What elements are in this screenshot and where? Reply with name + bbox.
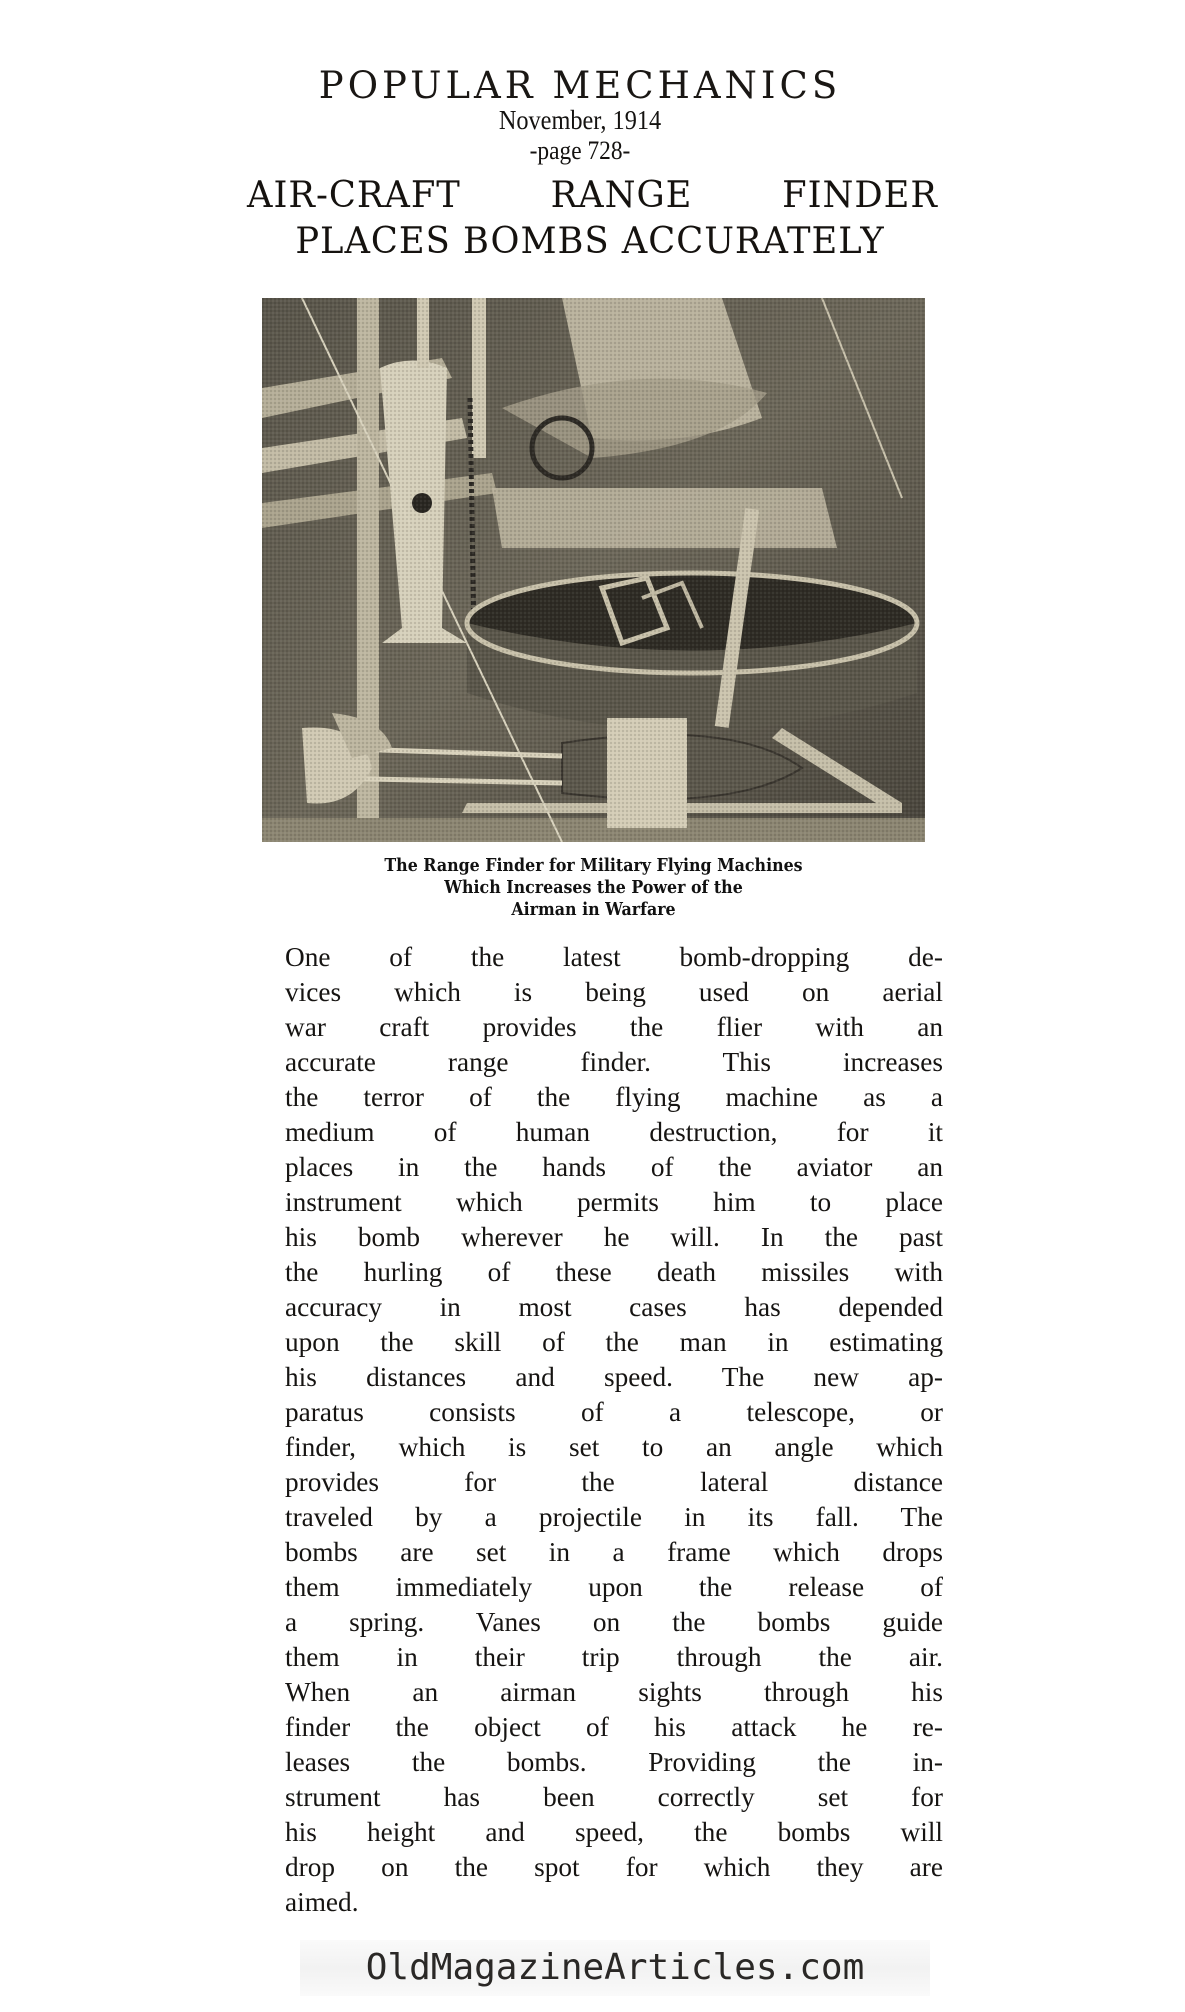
range-finder-photo [262, 298, 925, 842]
headline-word: FINDER [782, 175, 938, 216]
article-line: leases the bombs. Providing the in- [285, 1747, 943, 1777]
article-line: provides for the lateral distance [285, 1467, 943, 1497]
article-line: war craft provides the flier with an [285, 1012, 943, 1042]
headline-word: RANGE [550, 175, 693, 216]
article-body [285, 940, 943, 1920]
halftone-texture [262, 298, 925, 842]
article-line: them in their trip through the air. [285, 1642, 943, 1672]
article-line: the hurling of these death missiles with [285, 1257, 943, 1287]
article-line: his bomb wherever he will. In the past [285, 1222, 943, 1252]
article-line: a spring. Vanes on the bombs guide [285, 1607, 943, 1637]
site-watermark: OldMagazineArticles.com [300, 1940, 930, 1996]
article-line: places in the hands of the aviator an [285, 1152, 943, 1182]
article-line: drop on the spot for which they are [285, 1852, 943, 1882]
issue-date: November, 1914 [498, 105, 662, 135]
photo-illustration [262, 298, 925, 842]
article-line: finder the object of his attack he re- [285, 1712, 943, 1742]
headline-word: AIR-CRAFT [247, 175, 461, 216]
article-line: aimed. [285, 1887, 359, 1917]
headline-line-1 [247, 174, 938, 218]
article-line: instrument which permits him to place [285, 1187, 943, 1217]
article-line: accuracy in most cases has depended [285, 1292, 943, 1322]
caption-line: Airman in Warfare [511, 899, 676, 920]
headline-line-2: PLACES BOMBS ACCURATELY [295, 221, 885, 262]
article-line: upon the skill of the man in estimating [285, 1327, 943, 1357]
article-line: finder, which is set to an angle which [285, 1432, 943, 1462]
article-line: his height and speed, the bombs will [285, 1817, 943, 1847]
article-line: them immediately upon the release of [285, 1572, 943, 1602]
article-line: traveled by a projectile in its fall. The [285, 1502, 943, 1532]
article-line: his distances and speed. The new ap- [285, 1362, 943, 1392]
article-line: accurate range finder. This increases [285, 1047, 943, 1077]
article-line: When an airman sights through his [285, 1677, 943, 1707]
article-line: bombs are set in a frame which drops [285, 1537, 943, 1567]
page-reference: -page 728- [529, 136, 631, 165]
article-line: the terror of the flying machine as a [285, 1082, 943, 1112]
article-line: One of the latest bomb-dropping de- [285, 942, 943, 972]
publication-masthead: POPULAR MECHANICS [318, 64, 842, 107]
caption-line: Which Increases the Power of the [444, 877, 743, 898]
caption-line: The Range Finder for Military Flying Machines [384, 855, 803, 876]
article-line: strument has been correctly set for [285, 1782, 943, 1812]
article-line: vices which is being used on aerial [285, 977, 943, 1007]
article-line: medium of human destruction, for it [285, 1117, 943, 1147]
article-line: paratus consists of a telescope, or [285, 1397, 943, 1427]
photo-caption [302, 855, 885, 921]
